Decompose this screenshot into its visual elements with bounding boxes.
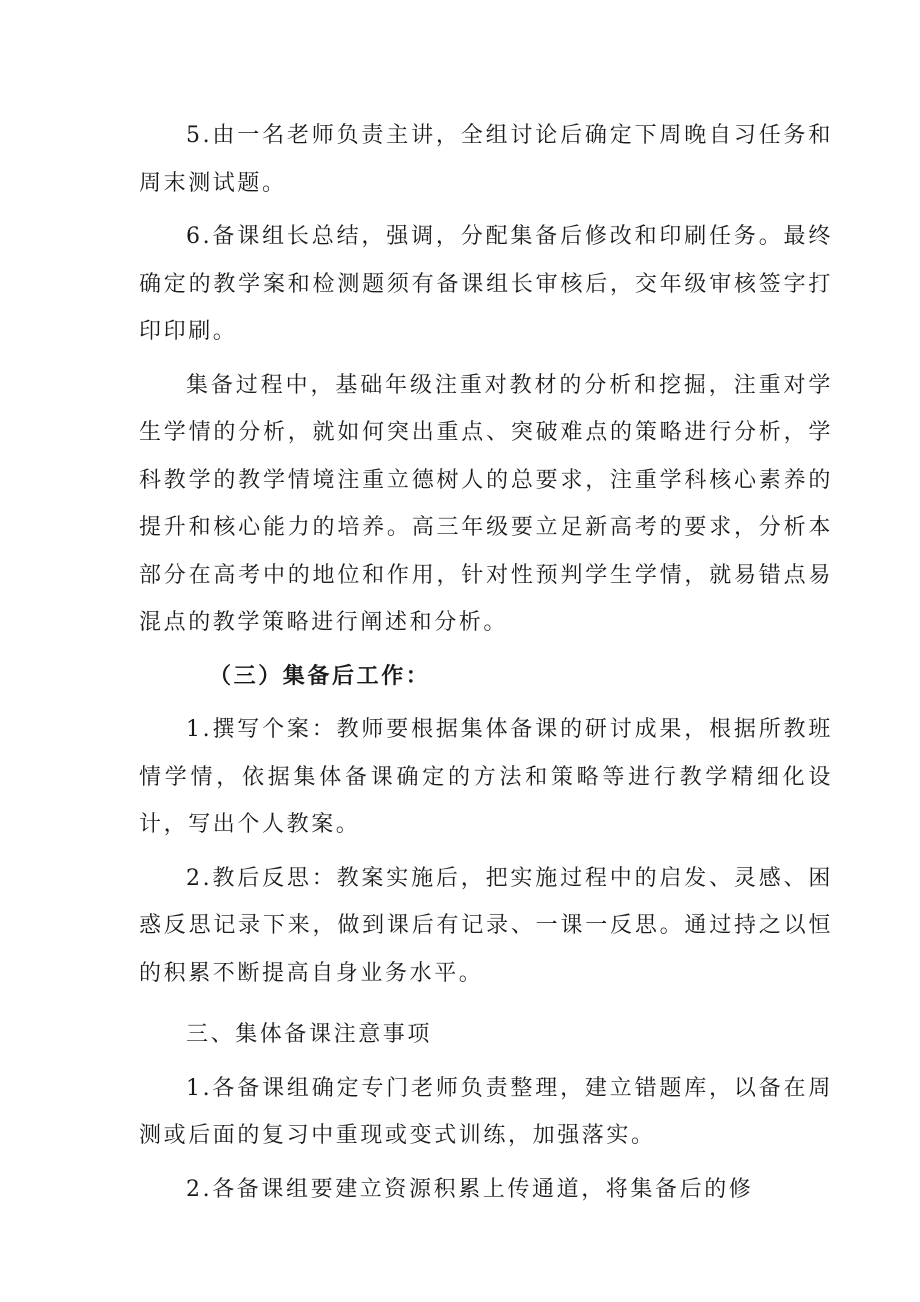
document-body	[139, 112, 833, 1213]
paragraph-process-notes: 集备过程中，基础年级注重对教材的分析和挖掘，注重对学生学情的分析，就如何突出重点、突破难点的策略进行分析，学科教学的教学情境注重立德树人的总要求，注重学科核心素养的提升和核心能力的培养。高三年级要立足新高考的要求，分析本部分在高考中的地位和作用，针对性预判学生学情，就易错点易混点的教学策略进行阐述和分析。	[139, 372, 833, 635]
paragraph-post-teaching-reflection: 2.教后反思：教案实施后，把实施过程中的启发、灵感、困惑反思记录下来，做到课后有记录、一课一反思。通过持之以恒的积累不断提高自身业务水平。	[139, 865, 833, 986]
paragraph-step-5: 5.由一名老师负责主讲，全组讨论后确定下周晚自习任务和周末测试题。	[139, 123, 833, 196]
paragraph-write-lesson-plan: 1.撰写个案：教师要根据集体备课的研讨成果，根据所教班情学情，依据集体备课确定的方法和策略等进行教学精细化设计，写出个人教案。	[139, 717, 833, 837]
paragraph-step-6: 6.备课组长总结，强调，分配集备后修改和印刷任务。最终确定的教学案和检测题须有备课组长审核后，交年级审核签字打印印刷。	[139, 224, 833, 344]
paragraph-note-1: 1.各备课组确定专门老师负责整理，建立错题库，以备在周测或后面的复习中重现或变式训练，加强落实。	[139, 1075, 833, 1148]
subsection-heading: （三）集备后工作：	[209, 662, 431, 689]
paragraph-note-2: 2.各备课组要建立资源积累上传通道，将集备后的修	[186, 1176, 754, 1202]
section-heading: 三、集体备课注意事项	[186, 1022, 433, 1047]
